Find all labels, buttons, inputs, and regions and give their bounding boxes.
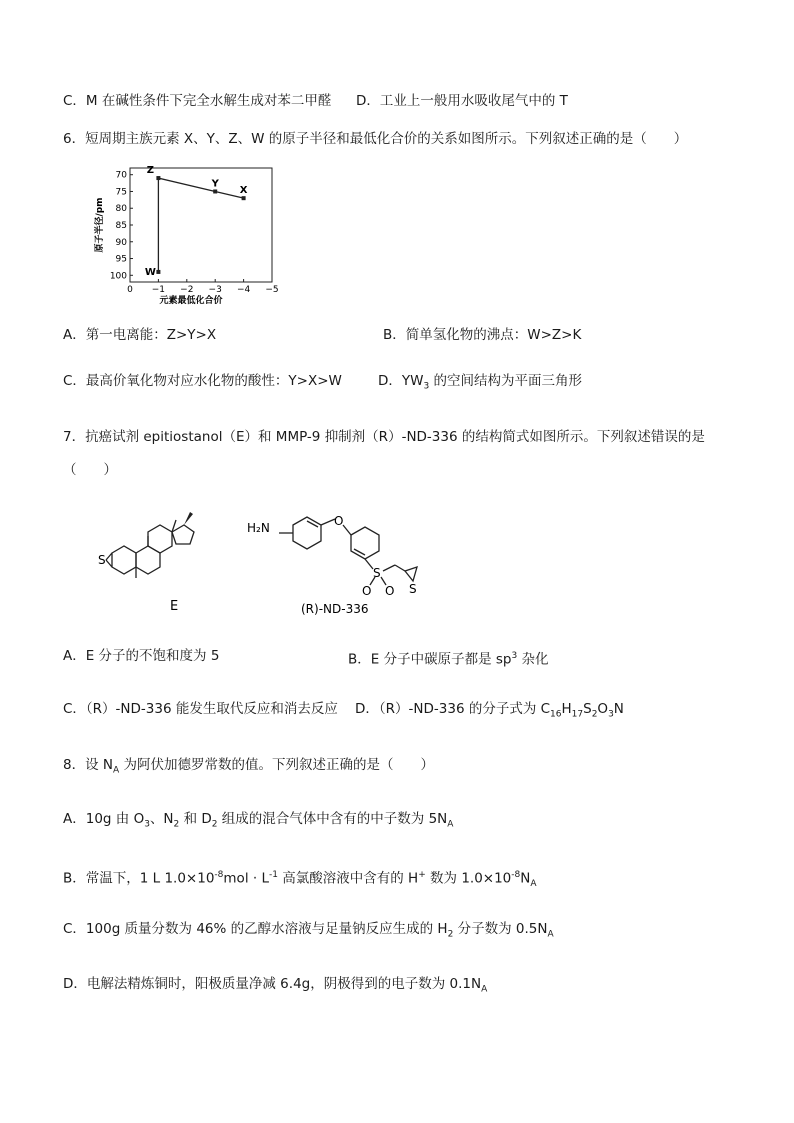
- q8-b-1: B．常温下，1 L 1.0×10: [63, 870, 215, 887]
- q8-c-s2: A: [547, 929, 554, 940]
- q8-stem-text2: 为阿伏加德罗常数的值。下列叙述正确的是（ ）: [119, 757, 434, 773]
- x-tick-label: 0: [127, 285, 133, 295]
- x-tick-label: −2: [180, 285, 194, 295]
- q8-c-s1: 2: [447, 929, 454, 940]
- q7-option-d-sub-s: 2: [591, 709, 598, 720]
- q7-option-b: [348, 647, 549, 669]
- q8-a-s2: 2: [173, 819, 180, 830]
- q8-b-5: N: [520, 870, 531, 887]
- q7-option-b-text2: 杂化: [517, 651, 549, 668]
- q8-b-sup2: -1: [268, 870, 278, 880]
- q8-b-4: 数为 1.0×10: [425, 870, 512, 887]
- q7-option-d-s: S: [583, 701, 592, 717]
- y-axis-label: 原子半径/pm: [95, 197, 105, 253]
- q8-b-3: 高氯酸溶液中含有的 H: [277, 870, 419, 887]
- q8-c-2: 分子数为 0.5N: [453, 921, 548, 937]
- q8-c-1: C．100g 质量分数为 46% 的乙醇水溶液与足量钠反应生成的 H: [63, 921, 448, 937]
- q8-stem-text: 8．设 N: [63, 757, 113, 773]
- atom-s-sulfone: S: [373, 566, 381, 580]
- q7-option-b-sup: 3: [511, 651, 518, 661]
- point-label-w: W: [144, 266, 156, 278]
- q8-b-sub5: A: [530, 879, 537, 890]
- x-tick-label: −5: [265, 285, 279, 295]
- y-tick-label: 95: [115, 254, 127, 265]
- q8-stem: [63, 756, 434, 780]
- atom-h2n: H₂N: [247, 521, 270, 535]
- q8-b-sup4: -8: [511, 870, 521, 880]
- q7-option-d: [355, 700, 624, 724]
- q6-option-d-text: D．YW: [378, 373, 424, 389]
- q8-option-b: [63, 866, 537, 893]
- q6-option-a: A．第一电离能：Z>Y>X: [63, 327, 217, 343]
- atom-o-ether: O: [334, 514, 344, 528]
- q8-b-sup3: +: [418, 870, 426, 880]
- q8-b-2: mol · L: [223, 870, 269, 887]
- q7-option-b-text: B．E 分子中碳原子都是 sp: [348, 651, 512, 668]
- q8-option-a: [63, 810, 453, 834]
- structure-e: [92, 498, 242, 618]
- label-e: E: [170, 599, 179, 614]
- x-tick-label: −4: [236, 285, 251, 295]
- atom-o-sulfone-2: O: [385, 584, 395, 598]
- q7-option-d-sub-o: 3: [608, 709, 614, 720]
- q7-option-d-h: H: [561, 701, 572, 717]
- label-nd336: (R)-ND-336: [301, 602, 369, 616]
- y-tick-label: 80: [115, 204, 127, 215]
- q7-option-a: A．E 分子的不饱和度为 5: [63, 648, 220, 664]
- q8-option-c: [63, 920, 554, 944]
- atom-o-sulfone-1: O: [362, 584, 372, 598]
- plot-frame: [130, 168, 272, 282]
- q6-chart: [90, 160, 290, 310]
- q7-option-d-o: O: [597, 701, 609, 717]
- y-tick-label: 90: [115, 237, 127, 248]
- x-axis-label: 元素最低化合价: [159, 296, 223, 306]
- q8-a-1: A．10g 由 O: [63, 811, 145, 827]
- q8-a-s3: 2: [211, 819, 218, 830]
- q7-option-c: C．（R）-ND-336 能发生取代反应和消去反应: [63, 701, 338, 717]
- y-tick-label: 85: [115, 221, 127, 231]
- y-tick-label: 75: [115, 187, 127, 198]
- q7-option-d-text: D．（R）-ND-336 的分子式为 C: [355, 701, 551, 717]
- q7-stem-bracket: （ ）: [63, 462, 117, 478]
- q7-option-d-sub-h: 17: [571, 709, 584, 720]
- q8-option-d: [63, 975, 487, 999]
- q8-a-2: 、N: [149, 811, 174, 827]
- q6-option-d-sub: 3: [423, 381, 430, 392]
- q6-option-c: C．最高价氧化物对应水化物的酸性：Y>X>W: [63, 373, 342, 389]
- q8-a-3: 和 D: [179, 811, 212, 827]
- q8-stem-sub: A: [112, 765, 120, 776]
- q8-a-s1: 3: [144, 819, 150, 830]
- atom-s-e: S: [98, 553, 106, 567]
- point-label-y: Y: [211, 178, 219, 190]
- q7-stem: 7．抗癌试剂 epitiostanol（E）和 MMP-9 抑制剂（R）-ND-336 的结构简式如图所示。下列叙述错误的是: [63, 429, 705, 445]
- data-point-x: [242, 196, 246, 200]
- q8-d-s1: A: [481, 984, 488, 995]
- q8-a-s4: A: [447, 819, 454, 830]
- series-line: [158, 178, 243, 272]
- q5-option-c: C．M 在碱性条件下完全水解生成对苯二甲醛: [63, 93, 332, 109]
- q6-option-b: B．简单氢化物的沸点：W>Z>K: [383, 327, 582, 343]
- atom-s-thiirane: S: [409, 582, 417, 596]
- q5-option-d: D．工业上一般用水吸收尾气中的 T: [356, 93, 568, 109]
- q6-option-d: [378, 372, 582, 396]
- q8-a-4: 组成的混合气体中含有的中子数为 5N: [217, 811, 448, 827]
- y-tick-label: 100: [109, 271, 127, 282]
- q7-option-d-sub-c: 16: [550, 709, 562, 720]
- q6-stem: 6．短周期主族元素 X、Y、Z、W 的原子半径和最低化合价的关系如图所示。下列叙述正确的是（ ）: [63, 131, 688, 147]
- q8-d-1: D．电解法精炼铜时，阳极质量净减 6.4g，阴极得到的电子数为 0.1N: [63, 976, 482, 992]
- wedge-bond: [184, 512, 193, 525]
- q8-b-sup1: -8: [214, 870, 224, 880]
- y-tick-label: 70: [115, 170, 127, 181]
- q7-option-d-n: N: [613, 701, 624, 717]
- data-point-w: [156, 270, 160, 274]
- data-point-y: [213, 189, 217, 193]
- x-tick-label: −3: [208, 285, 222, 295]
- q6-option-d-text2: 的空间结构为平面三角形: [429, 373, 583, 389]
- structure-nd336: [245, 505, 445, 623]
- data-point-z: [156, 176, 160, 180]
- x-tick-label: −1: [151, 285, 166, 295]
- point-label-z: Z: [146, 165, 155, 177]
- point-label-x: X: [239, 185, 248, 197]
